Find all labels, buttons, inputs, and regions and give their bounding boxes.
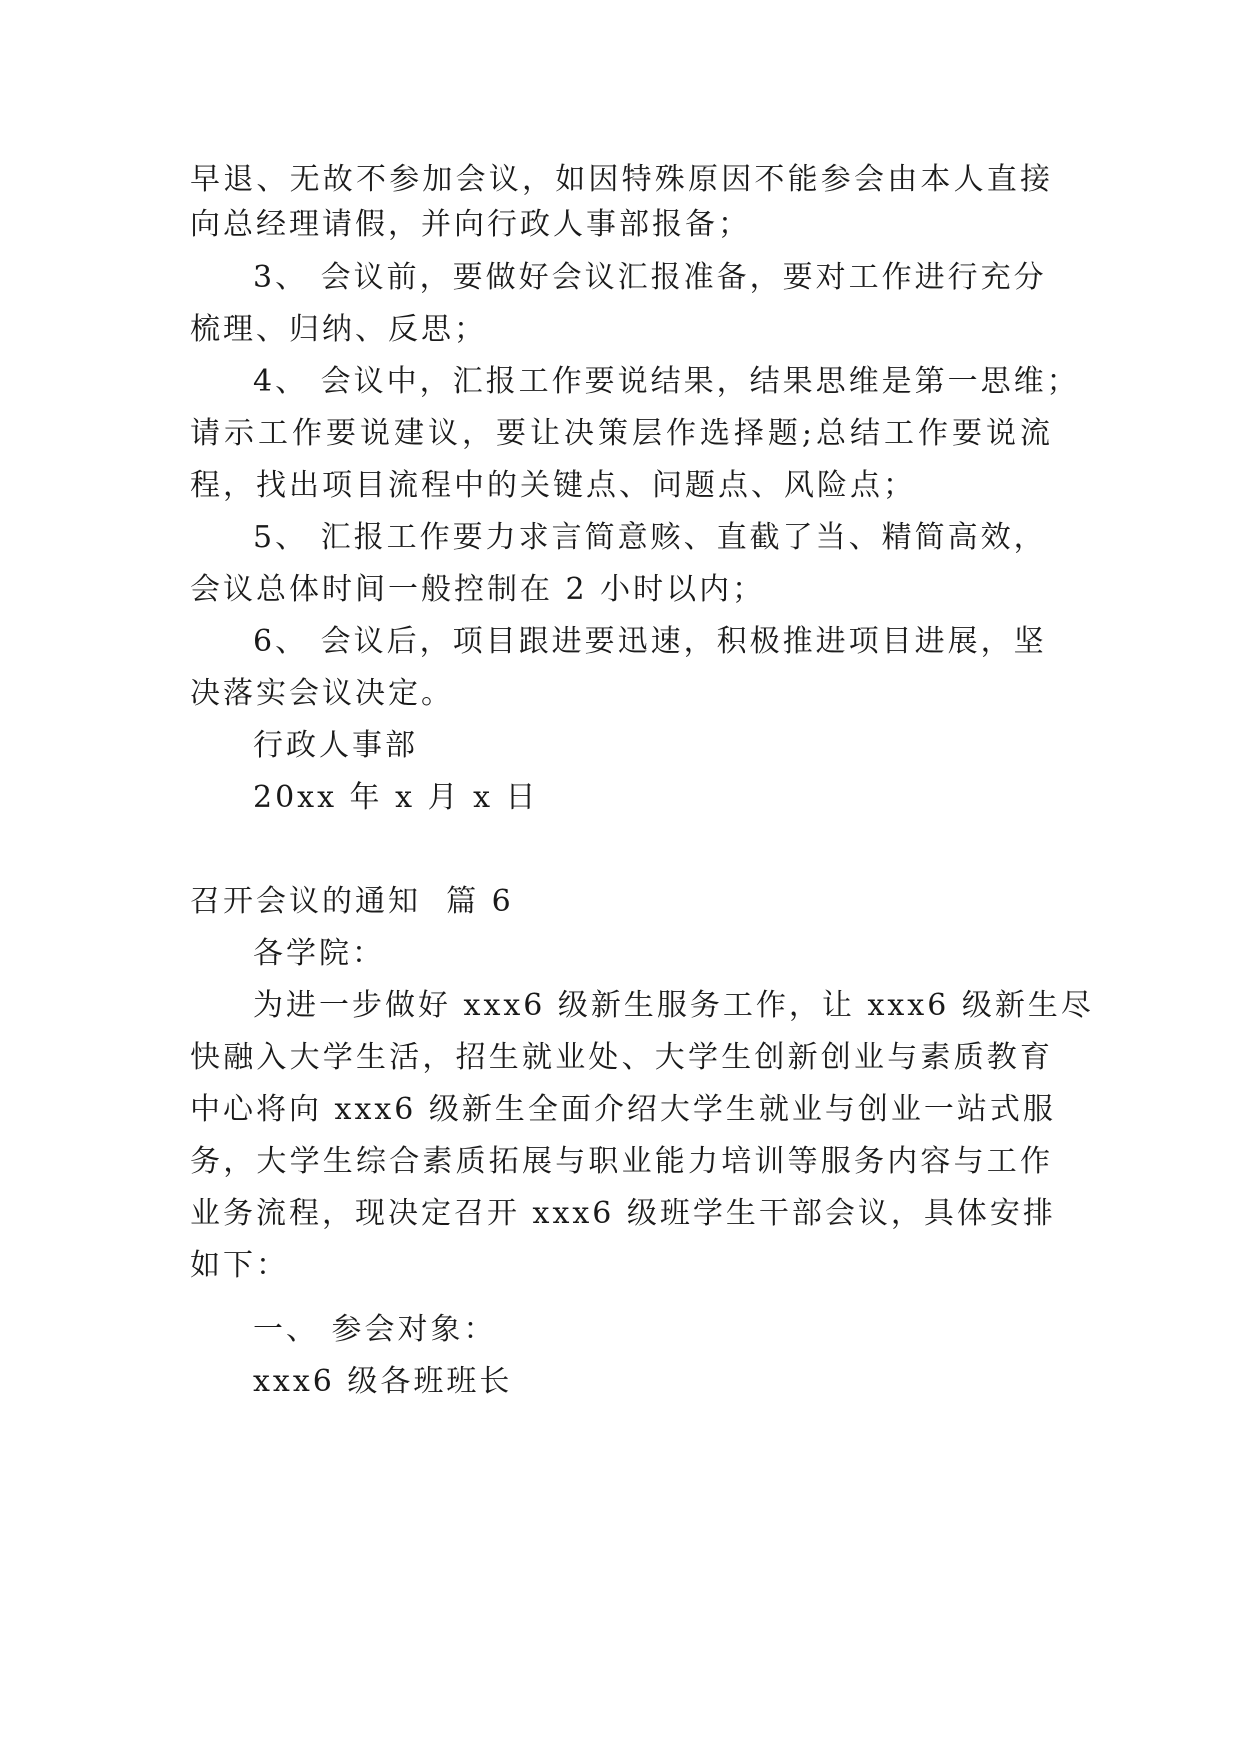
body-text-line: 业务流程，现决定召开 xxx6 级班学生干部会议，具体安排 [190, 1196, 1056, 1231]
section-heading: 召开会议的通知 篇 6 [190, 884, 514, 919]
body-text-line: 决落实会议决定。 [190, 676, 454, 711]
body-text-line: 向总经理请假，并向行政人事部报备； [190, 207, 751, 242]
body-text-line: 中心将向 xxx6 级新生全面介绍大学生就业与创业一站式服 [190, 1092, 1056, 1127]
signature-date: 20xx 年 x 月 x 日 [253, 780, 539, 815]
body-text-line: xxx6 级各班班长 [253, 1364, 513, 1399]
salutation: 各学院： [253, 936, 385, 971]
list-item-3: 3、 会议前，要做好会议汇报准备，要对工作进行充分 [253, 260, 1047, 295]
body-text-line: 务，大学生综合素质拓展与职业能力培训等服务内容与工作 [190, 1144, 1050, 1179]
body-text-line: 程，找出项目流程中的关键点、问题点、风险点； [190, 468, 916, 503]
body-text-line: 梳理、归纳、反思； [190, 312, 487, 347]
body-text-line: 为进一步做好 xxx6 级新生服务工作，让 xxx6 级新生尽 [253, 988, 1094, 1023]
list-heading-1: 一、 参会对象： [253, 1312, 497, 1347]
body-text-line: 快融入大学生活，招生就业处、大学生创新创业与素质教育 [190, 1040, 1050, 1075]
body-text-line: 早退、无故不参加会议，如因特殊原因不能参会由本人直接 [190, 162, 1050, 197]
signature-department: 行政人事部 [253, 728, 418, 763]
body-text-line: 请示工作要说建议，要让决策层作选择题;总结工作要说流 [190, 416, 1050, 451]
list-item-6: 6、 会议后，项目跟进要迅速，积极推进项目进展，坚 [253, 624, 1047, 659]
body-text-line: 会议总体时间一般控制在 2 小时以内； [190, 572, 766, 607]
body-text-line: 如下： [190, 1248, 289, 1283]
list-item-4: 4、 会议中，汇报工作要说结果，结果思维是第一思维； [253, 364, 1080, 399]
list-item-5: 5、 汇报工作要力求言简意赅、直截了当、精简高效， [253, 520, 1047, 555]
